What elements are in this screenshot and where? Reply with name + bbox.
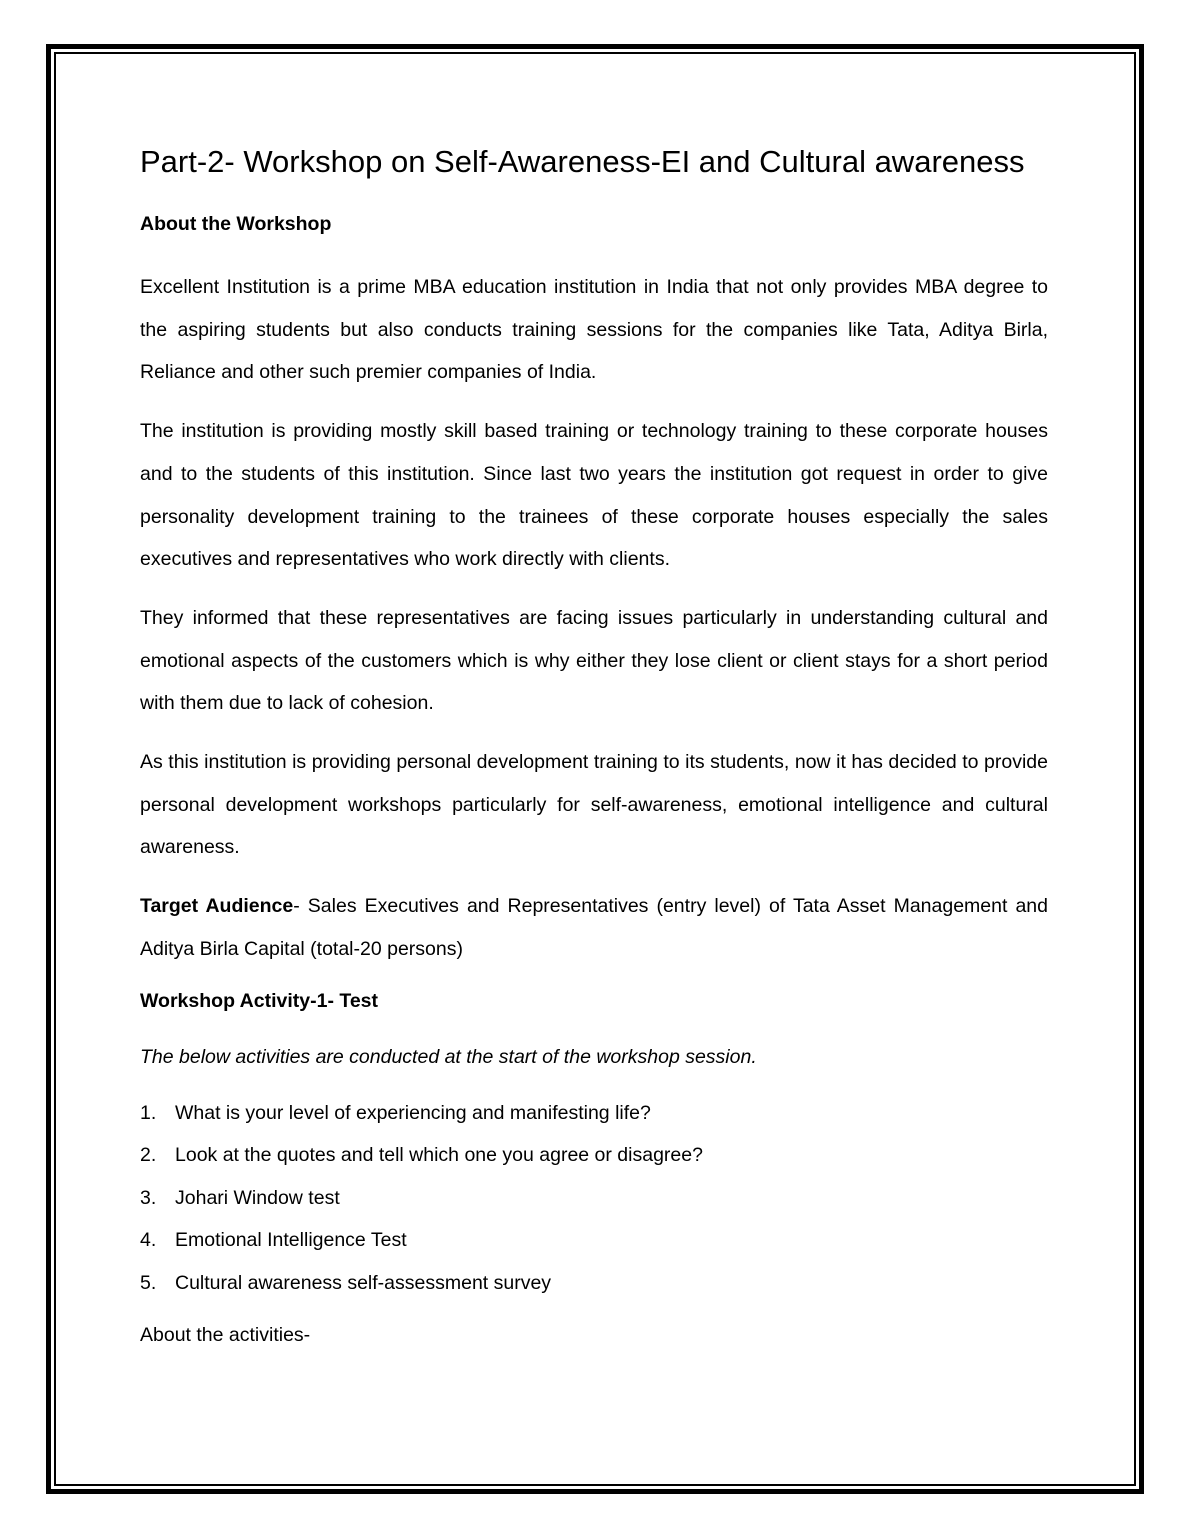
target-audience-label: Target Audience [140, 895, 294, 918]
list-item-text: What is your level of experiencing and manifesting life? [175, 1101, 651, 1124]
list-item [140, 1184, 1048, 1212]
paragraph-training: The institution is providing mostly skill based training or technology training to these corporate houses and to the students of this institution. Since last two years the institution got request in order to give personality development training to the trainees of these corporate houses especially the sales executives and representatives who work directly with clients. [140, 420, 1048, 571]
document-body [140, 140, 1048, 1349]
list-item-number: 5. [140, 1271, 157, 1294]
target-audience-paragraph [140, 885, 1048, 970]
list-item [140, 1269, 1048, 1297]
list-item-text: Emotional Intelligence Test [175, 1229, 407, 1252]
list-item [140, 1141, 1048, 1169]
activity-heading: Workshop Activity-1- Test [140, 989, 379, 1012]
about-workshop-heading: About the Workshop [140, 213, 332, 235]
document-title: Part-2- Workshop on Self-Awareness-EI and Cultural awareness [140, 144, 1025, 179]
list-item-text: Johari Window test [175, 1186, 340, 1209]
list-item-text: Look at the quotes and tell which one you agree or disagree? [175, 1144, 703, 1167]
list-item-number: 2. [140, 1144, 157, 1167]
list-item-number: 4. [140, 1229, 157, 1252]
list-item-text: Cultural awareness self-assessment survey [175, 1271, 552, 1294]
about-activities-text: About the activities- [140, 1323, 311, 1346]
target-audience-text: - Sales Executives and Representatives (entry level) of Tata Asset Management and Aditya Birla Capital (total-20 persons) [140, 895, 1048, 960]
activity-note: The below activities are conducted at the start of the workshop session. [140, 1045, 757, 1068]
paragraph-issues: They informed that these representatives are facing issues particularly in understanding cultural and emotional aspects of the customers which is why either they lose client or client stays for a short period with them due to lack of cohesion. [140, 606, 1048, 715]
paragraph-decision: As this institution is providing personal development training to its students, now it has decided to provide personal development workshops particularly for self-awareness, emotional intelligence and cultural awareness. [140, 751, 1048, 859]
list-item-number: 3. [140, 1186, 157, 1209]
list-item [140, 1226, 1048, 1254]
paragraph-institution: Excellent Institution is a prime MBA education institution in India that not only provides MBA degree to the aspiring students but also conducts training sessions for the companies like Tata, Aditya Birla, Reliance and other such premier companies of India. [140, 276, 1048, 384]
list-item [140, 1099, 1048, 1127]
list-item-number: 1. [140, 1101, 157, 1124]
activity-list [140, 1099, 1048, 1297]
